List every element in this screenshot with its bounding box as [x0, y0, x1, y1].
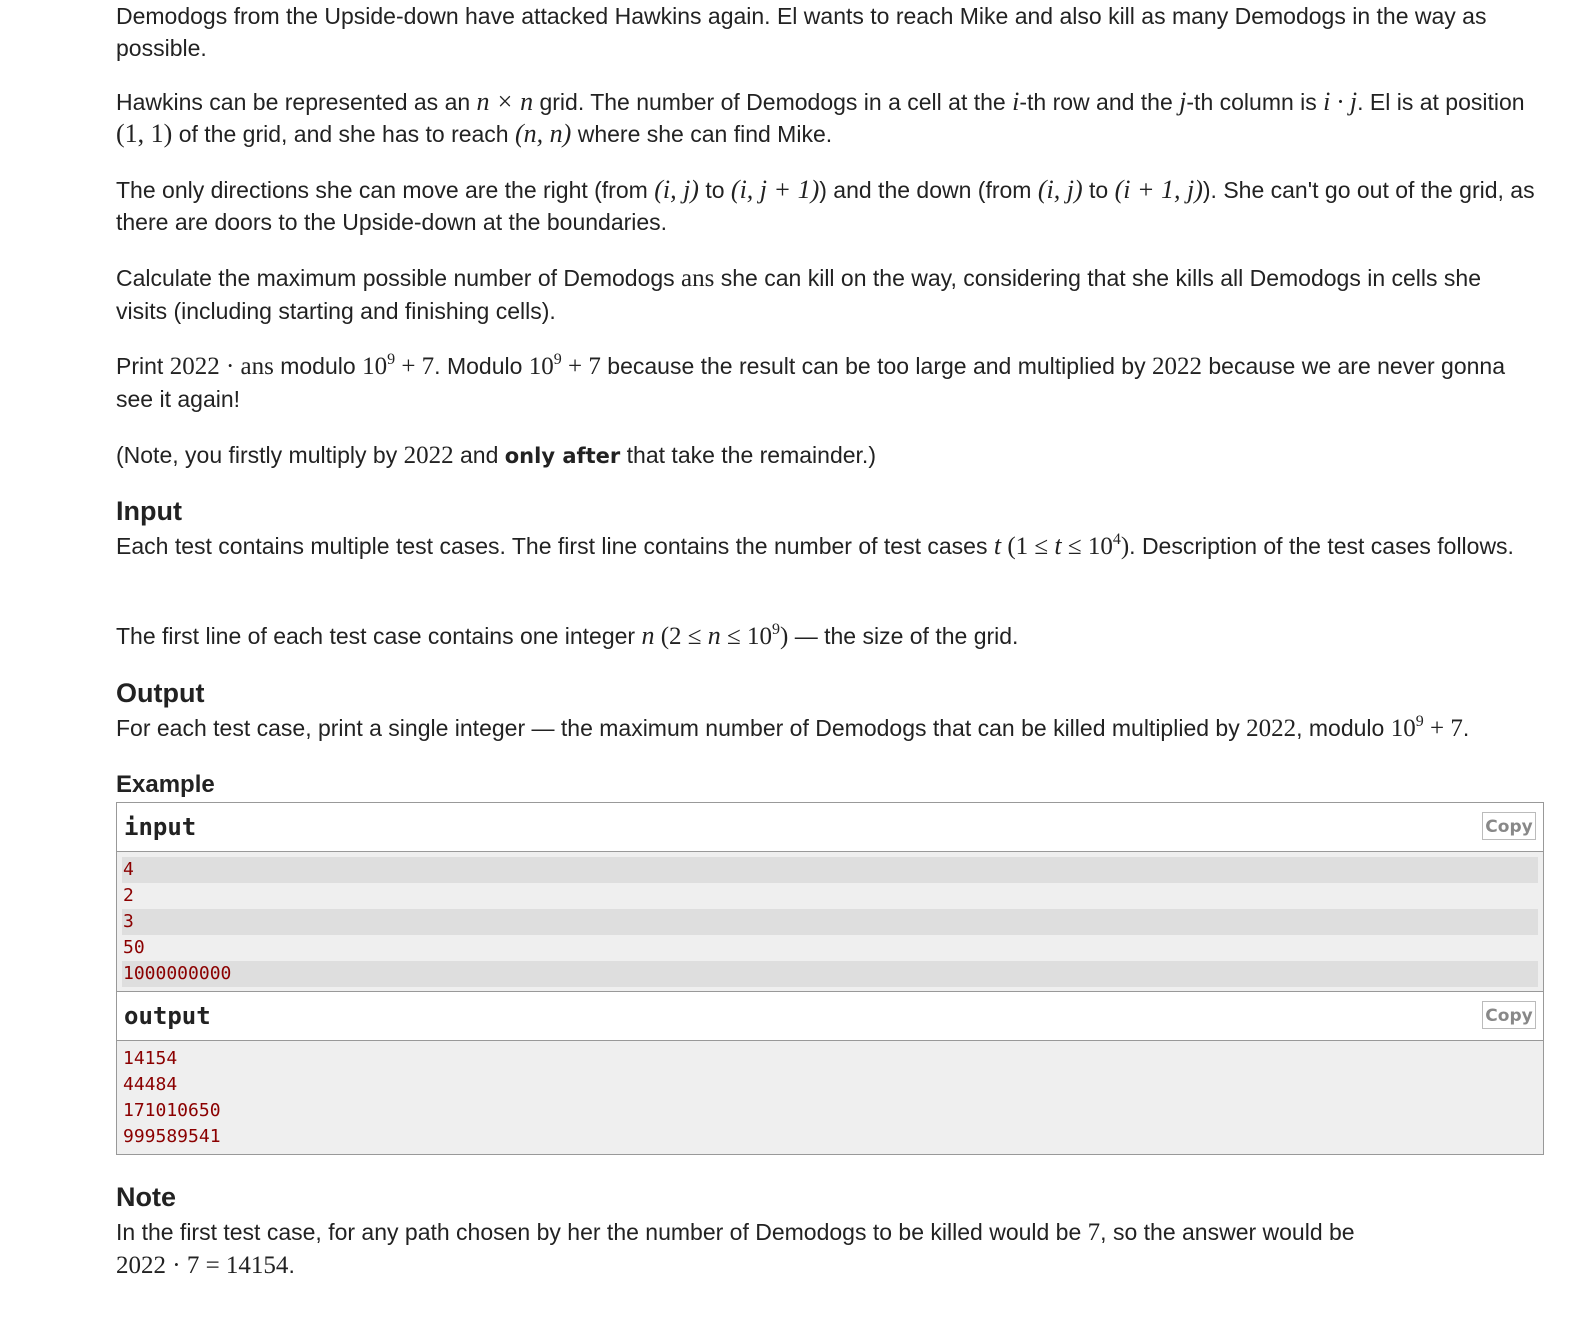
input-heading: Input: [116, 496, 182, 526]
output-header: [117, 992, 1543, 1041]
output-line: 171010650: [123, 1100, 221, 1121]
copy-output-button[interactable]: Copy: [1482, 1001, 1536, 1029]
copy-input-button[interactable]: Copy: [1482, 812, 1536, 840]
input-paragraph-1: Each test contains multiple test cases. The first line contains the number of test cases t $(1 \le t \le 10^4)$. Description of the test cases follows.: [116, 531, 1514, 560]
input-body: [117, 852, 1543, 991]
output-body: [117, 1041, 1543, 1154]
note-paragraph-1: In the first test case, for any path chosen by her the number of Demodogs to be killed would be 7, so the answer would be 2022 · 7 = 14154.: [116, 1219, 1355, 1279]
note-heading: Note: [116, 1182, 176, 1212]
input-line: 50: [123, 937, 145, 958]
output-paragraph-1: For each test case, print a single integer — the maximum number of Demodogs that can be killed multiplied by 2022, modulo $10^9 + 7$.: [116, 713, 1470, 742]
output-line: 999589541: [123, 1126, 221, 1147]
input-line: 4: [122, 857, 1538, 883]
statement-paragraph-2: Hawkins can be represented as an n × n grid. The number of Demodogs in a cell at the i-th row and the j-th column is i · j. El is at position (1, 1) of the grid, and she has to reach (n, n) where she can find Mike.: [116, 87, 1525, 148]
statement-paragraph-1: Demodogs from the Upside-down have attacked Hawkins again. El wants to reach Mike and also kill as many Demodogs in the way as possible.: [116, 3, 1487, 61]
statement-paragraph-5: Print 2022 · ans modulo $10^9 + 7$. Modulo $10^9 + 7$ because the result can be too large and multiplied by 2022 because we are never gonna see it again!: [116, 351, 1506, 412]
example-sample: [116, 802, 1544, 1155]
input-line: 3: [122, 909, 1538, 935]
input-header: [117, 803, 1543, 852]
output-line: 14154: [123, 1048, 178, 1069]
input-label: input: [124, 813, 197, 841]
statement-paragraph-4: Calculate the maximum possible number of Demodogs ans she can kill on the way, considering that she kills all Demodogs in cells she visits (including starting and finishing cells).: [116, 265, 1482, 324]
output-line: 44484: [123, 1074, 178, 1095]
example-title: Example: [116, 771, 215, 798]
input-paragraph-2: The first line of each test case contains one integer n $(2 \le n \le 10^9)$ — the size of the grid.: [116, 621, 1019, 650]
statement-paragraph-3: The only directions she can move are the right (from (i, j) to (i, j + 1)) and the down (from (i, j) to (i + 1, j)). She can't go out of the grid, as there are doors to the Upside-down at the boundaries.: [116, 175, 1535, 235]
input-line: 2: [123, 885, 134, 906]
input-line: 1000000000: [122, 961, 1538, 987]
output-heading: Output: [116, 678, 205, 708]
output-label: output: [124, 1002, 211, 1030]
statement-paragraph-6: (Note, you firstly multiply by 2022 and only after that take the remainder.): [116, 442, 876, 469]
